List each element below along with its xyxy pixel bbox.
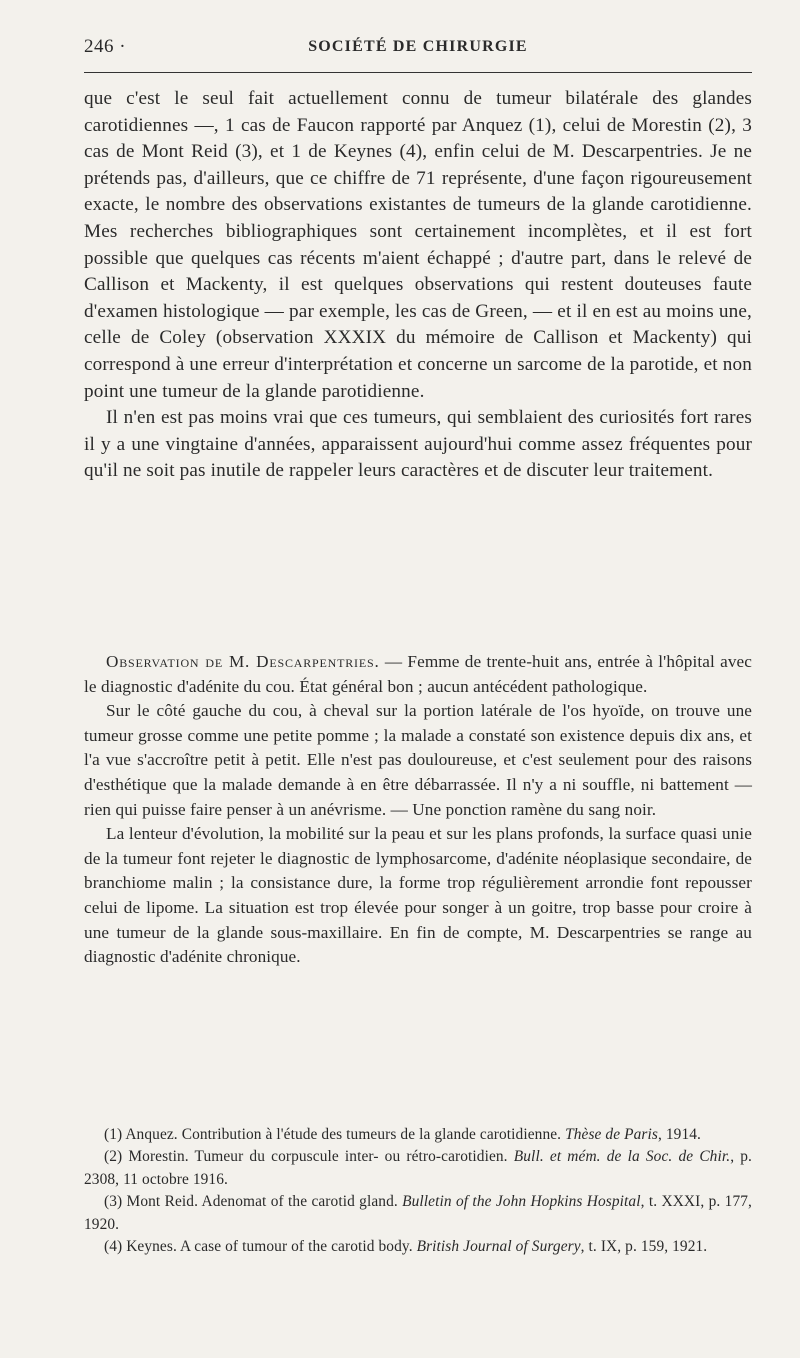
observation-paragraph-1	[84, 650, 752, 699]
body-paragraph-1: que c'est le seul fait actuellement connu de tumeur bilatérale des glandes carotidiennes —, 1 cas de Faucon rapporté par Anquez (1), celui de Morestin (2), 3 cas de Mont Reid (3), et 1 de Keynes (4), enfin celui de M. Descarpentries. Je ne prétends pas, d'ailleurs, que ce chiffre de 71 représente, d'une façon rigoureusement exacte, le nombre des observations existantes de tumeurs de la glande carotidienne. Mes recherches bibliographiques sont certainement incomplètes, et il est fort possible que quelques cas récents m'aient échappé ; d'autre part, dans le relevé de Callison et Mackenty, il est quelques observations qui restent douteuses faute d'examen histologique — par exemple, les cas de Green, — et il en est au moins une, celle de Coley (observation XXXIX du mémoire de Callison et Mackenty) qui correspond à une erreur d'interprétation et concerne un sarcome de la parotide, et non point une tumeur de la glande parotidienne.	[84, 88, 752, 402]
footnote	[84, 1191, 752, 1236]
footnote-source: Bulletin of the John Hopkins Hospital	[402, 1193, 641, 1211]
observation-paragraph-3: La lenteur d'évolution, la mobilité sur la peau et sur les plans profonds, la surface quasi unie de la tumeur font rejeter le diagnostic de lymphosarcome, d'adénite néoplasique secondaire, de branchiome malin ; la consistance dure, la forme trop régulièrement arrondie font repousser celui de lipome. La situation est trop élevée pour songer à un goitre, trop basse pour croire à une tumeur de la glande sous-maxillaire. En fin de compte, M. Descarpentries se range au diagnostic d'adénite chronique.	[84, 824, 752, 967]
running-title: SOCIÉTÉ DE CHIRURGIE	[308, 38, 528, 55]
page-number: 246 ·	[84, 36, 127, 57]
body-paragraph-2: Il n'en est pas moins vrai que ces tumeurs, qui semblaient des curiosités fort rares il y a une vingtaine d'années, apparaissent aujourd'hui comme assez fréquentes pour qu'il ne soit pas inutile de rappeler leurs caractères et de discuter leur traitement.	[84, 407, 752, 482]
observation-paragraph-2: Sur le côté gauche du cou, à cheval sur la portion latérale de l'os hyoïde, on trouve une tumeur grosse comme une petite pomme ; la malade a constaté son existence depuis dix ans, et l'a vue s'accroître petit à petit. Elle n'est pas douloureuse, et c'est seulement pour des raisons d'esthétique que la malade demande à en être débarrassée. Il n'y a ni souffle, ni battement — rien qui puisse faire penser à un anévrisme. — Une ponction ramène du sang noir.	[84, 701, 752, 819]
footnote-source: Bull. et mém. de la Soc. de Chir.	[513, 1148, 731, 1166]
observation-heading: Observation de M. Descarpentries.	[106, 652, 380, 671]
observation-section	[84, 650, 752, 970]
footnote-ref: , t. IX, p. 159, 1921.	[580, 1238, 708, 1256]
footnotes	[84, 1124, 752, 1258]
footnote	[84, 1236, 752, 1258]
footnote-ref: , t. XXXI, p. 177, 1920.	[84, 1193, 752, 1233]
footnote-ref: , p. 2308, 11 octobre 1916.	[84, 1148, 752, 1188]
footnote	[84, 1146, 752, 1191]
main-text	[84, 86, 752, 485]
page-header	[84, 30, 752, 62]
footnote-source: British Journal of Surgery	[416, 1238, 581, 1256]
footnote-text: (1) Anquez. Contribution à l'étude des tumeurs de la glande carotidienne.	[104, 1126, 566, 1143]
footnote	[84, 1124, 752, 1146]
header-rule	[84, 72, 752, 73]
footnote-source: Thèse de Paris	[565, 1126, 658, 1143]
footnote-text: (2) Morestin. Tumeur du corpuscule inter- ou rétro-carotidien.	[104, 1148, 514, 1166]
footnote-text: (4) Keynes. A case of tumour of the carotid body.	[104, 1238, 417, 1256]
footnote-ref: , 1914.	[657, 1126, 701, 1143]
footnote-text: (3) Mont Reid. Adenomat of the carotid gland.	[104, 1193, 403, 1211]
observation-intro: — Femme de trente-huit ans, entrée à l'hôpital avec le diagnostic d'adénite du cou. État général bon ; aucun antécédent pathologique.	[84, 652, 752, 696]
